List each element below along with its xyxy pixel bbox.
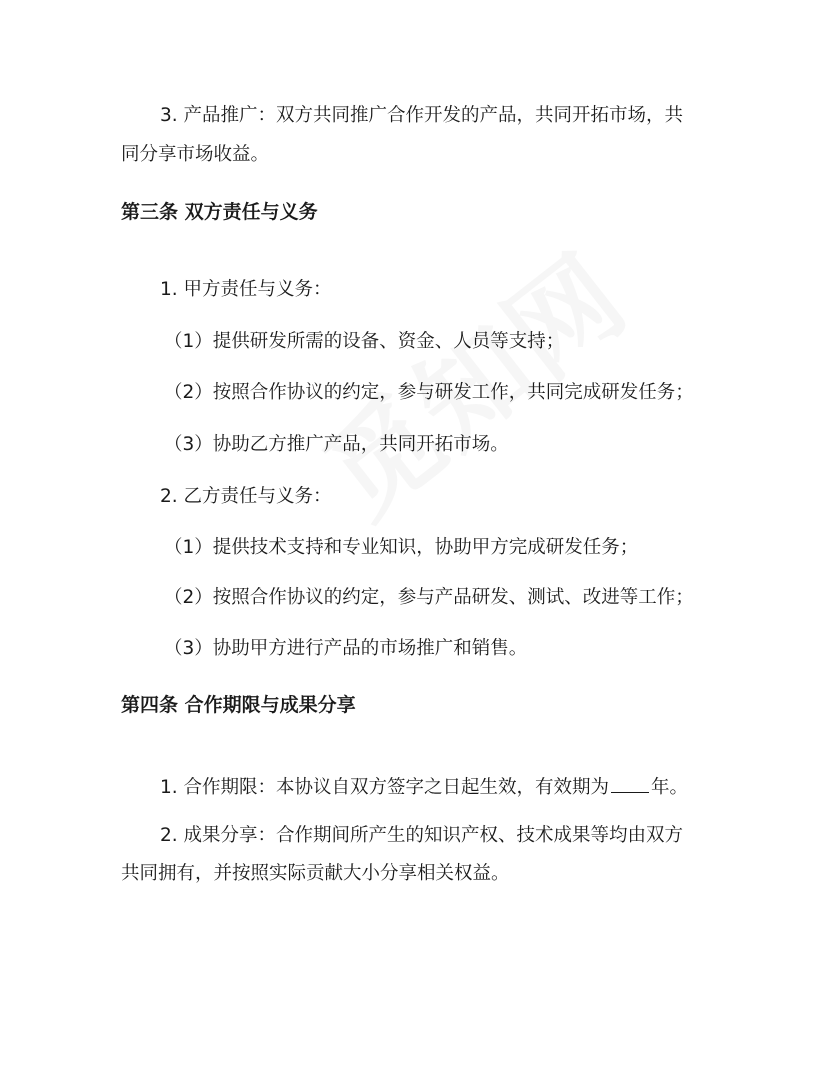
party-a-item-2: （2）按照合作协议的约定，参与研发工作，共同完成研发任务； — [164, 382, 694, 403]
watermark — [288, 211, 655, 546]
term-clause-unit: 年。 — [651, 777, 689, 798]
party-b-item-2: （2）按照合作协议的约定，参与产品研发、测试、改进等工作； — [164, 587, 694, 608]
clause-2-item-3-line-1: 3. 产品推广：双方共同推广合作开发的产品，共同开拓市场，共 — [160, 105, 684, 126]
party-a-title: 1. 甲方责任与义务： — [160, 279, 332, 300]
party-b-title: 2. 乙方责任与义务： — [160, 486, 332, 507]
party-b-item-1: （1）提供技术支持和专业知识，协助甲方完成研发任务； — [164, 537, 639, 558]
term-years-blank[interactable] — [611, 772, 649, 793]
section-heading-4: 第四条 合作期限与成果分享 — [121, 694, 356, 716]
term-clause — [160, 772, 688, 801]
party-a-item-3: （3）协助乙方推广产品，共同开拓市场。 — [164, 434, 509, 455]
clause-2-item-3-line-2: 同分享市场收益。 — [121, 144, 270, 165]
party-a-item-1: （1）提供研发所需的设备、资金、人员等支持； — [164, 331, 565, 352]
party-b-item-3: （3）协助甲方进行产品的市场推广和销售。 — [164, 638, 528, 659]
term-clause-text: 1. 合作期限：本协议自双方签字之日起生效，有效期为 — [160, 777, 610, 798]
results-clause-line-1: 2. 成果分享：合作期间所产生的知识产权、技术成果等均由双方 — [160, 825, 684, 846]
results-clause-line-2: 共同拥有，并按照实际贡献大小分享相关权益。 — [121, 863, 510, 884]
section-heading-3: 第三条 双方责任与义务 — [121, 201, 318, 223]
